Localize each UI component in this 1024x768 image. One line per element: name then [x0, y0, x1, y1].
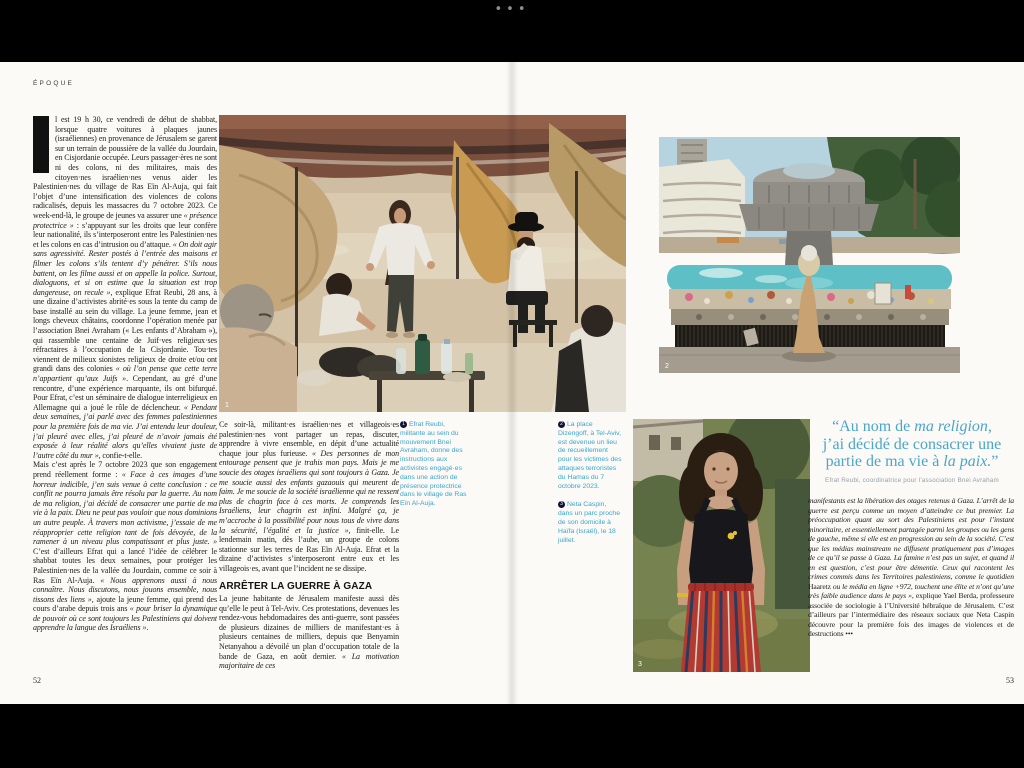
caption-number-badge: 1: [400, 421, 407, 428]
paragraph: Ce soir-là, militant·es israélien·nes et villageois·es palestinien·nes vont partager un repas, discuter, apprendre à vivre ensemble, en dépit d’une actualité chaque jour plus furieuse. « Des personnes de mon entourage pensent que je trahis mon pays. Mais je me soucie des otages israéliens qui sont toujours à Gaza. Je me soucie aussi des enfants gazaouis qui meurent de faim. Je me soucie de la société israélienne qui ne ressent plus de chagrin face à ces morts. Je comprends les Israéliens, leur chagrin est infini. Malgré ça, je m’accroche à la possibilité pour nous tous de vivre dans la sécurité, l’égalité et la justice », finit-elle. Le lendemain matin, dès l’aube, un groupe de colons stationne sur les terres de Ras Eïn Al-Auja. Efrat et la dizaine d’activistes s’interposeront entre eux et les villageois·es, avant que l’incident ne se dissipe.: [219, 420, 399, 573]
photo-caption-3: [558, 501, 622, 545]
photo-index-marker: 2: [665, 363, 669, 370]
photo-caption-1: [400, 421, 468, 509]
fountain-illustration: [659, 137, 960, 373]
article-column-2: [219, 420, 399, 671]
section-subhead: ARRÊTER LA GUERRE À GAZA: [219, 580, 373, 592]
caption-number-badge: 3: [558, 501, 565, 508]
paragraph: l est 19 h 30, ce vendredi de début de shabbat, lorsque quatre voitures à plaques jaunes (israéliennes) en provenance de Jérusalem se garent sur un terrain de poussière de la vallée du Jourdain, en Cisjordanie occupée. Leurs passager·ères ne sont ni des colons, ni des militaires, mais des citoyen·nes israélien·nes venus aider les Palestinien·nes du village de Ras Eïn Al-Auja, qui fait l’objet d’une intensification des violences de colons radicalisés, depuis les massacres du 7 octobre 2023. Ce week-end-là, le groupe de jeunes va assurer une « présence protectrice » : s’appuyant sur les droits que leur confère leur nationalité, ils s’interposeront entre les Palestinien·nes et les colons en cas d’intrusion ou d’attaque. « On doit agir sans agressivité. Rester postés à l’entrée des maisons et filmer les colons s’ils tentent d’y pénétrer. S’ils nous battent, on les filme aussi et on appelle la police. Surtout, dialoguons, et si on estime que la situation est trop dangereuse, on recule », explique Efrat Reubi, 28 ans, à une dizaine d’activistes abrité·es sous la tente du camp de base installé au sein du village. La jeune femme, jean et longs cheveux châtains, coordonne l’opération menée par l’association Bnei Avraham (« Les enfants d’Abraham »), qui rassemble une centaine de Juif·ves religieux·ses réfractaires à l’occupation de la Cisjordanie. Tou·tes viennent de milieux sionistes religieux de droite et/ou ont grandi dans des colonies « où l’on pense que cette terre n’appartient qu’aux Juifs ». Cependant, au gré d’une rencontre, d’une expérience marquante, ils ont bifurqué. Pour Efrat, c’est un séminaire de dialogue interreligieux en Allemagne qui a joué le rôle de déclencheur. « Pendant deux semaines, j’ai parlé avec des femmes palestiniennes pour la première fois de ma vie. J’ai entendu leur douleur, j’ai pleuré avec elles, j’ai pleuré de n’avoir jamais été exposée à leur réalité alors qu’elles vivaient juste de l’autre côté du mur », confie-t-elle.: [33, 115, 217, 460]
paragraph: La jeune habitante de Jérusalem manifeste aussi dès qu’elle le peut à Tel-Aviv. Ces protestations, devenues les rendez-vous hebdomadaires des anti-guerre, sont passées de plusieurs dizaines de milliers de manifestant·es à plusieurs centaines de milliers, depuis que Benyamin Netanyahou a dévoilé un plan d’occupation totale de la bande de Gaza, en août dernier. « La motivation majoritaire de ces: [219, 594, 399, 671]
pull-quote-line: “Au nom de ma religion,: [832, 418, 992, 435]
section-kicker: ÉPOQUE: [33, 80, 75, 87]
photo-neta-caspin: [633, 419, 810, 672]
photo-dizengoff-fountain: [659, 137, 960, 373]
caption-column-b: [558, 421, 622, 555]
pull-quote-line: partie de ma vie à la paix.”: [825, 453, 999, 471]
photo-index-marker: 1: [225, 402, 229, 409]
paragraph: manifestants est la libération des otages retenus à Gaza. L’arrêt de la guerre est perçu comme un moyen d’atteindre ce but premier. La préoccupation quant au sort des Palestiniens est pour l’instant minoritaire, et essentiellement partagée parmi les groupes ou les gens de gauche, même si elle est en progression au sein de la société. C’est que les médias mainstream ne diffusent pratiquement pas d’images de ce qu’il se passe à Gaza. La famine n’est pas un sujet, et quand il en est question, c’est pour être démentie. Ceux qui racontent les crimes commis dans les Territoires palestiniens, comme le quotidien Haaretz ou le média en ligne +972, touchent une élite et n’ont qu’une très faible audience dans le pays », explique Yael Berda, professeure associée de sociologie à l’Université hébraïque de Jérusalem. C’est d’ailleurs par l’intermédiaire des réseaux sociaux que Neta Caspin découvre pour la première fois des images de violences et de destructions •••: [808, 496, 1014, 638]
caption-text: Efrat Reubi, militante au sein du mouvement Bnei Avraham, donne des instructions aux activistes engagé·es dans une action de présence protectrice dans le village de Ras Eïn Al-Auja.: [400, 421, 467, 508]
paragraph: Mais c’est après le 7 octobre 2023 que son engagement prend réellement forme : « Face à ces images d’une horreur indicible, j’en suis venue à cette conclusion : ce conflit ne pourra jamais être résolu par la guerre. Au nom de ma religion, j’ai décidé de consacrer une partie de ma vie à la paix. Dieu ne peut pas vouloir que nous dominions un autre peuple. À travers mon activisme, j’essaie de me réapproprier cette religion tant de fois dévoyée, de la ramener à un niveau plus compatissant et plus juste. » C’est d’ailleurs Efrat qui a lancé l’idée de célébrer le shabbat toutes les deux semaines, pour protéger les Palestinien·nes de la vallée du Jourdain, comme ce soir à Ras Eïn Al-Auja. « Nous apprenons aussi à nous connaître. Nous discutons, nous jouons ensemble, nous tissons des liens », ajoute la jeune femme, qui prend des cours d’arabe depuis trois ans « pour briser la dynamique de pouvoir où ce sont toujours les Palestiniens qui doivent apprendre la langue des Israéliens ».: [33, 460, 217, 633]
menu-dots-button[interactable]: •••: [494, 2, 530, 17]
photo-index-marker: 3: [638, 661, 642, 668]
photo-caption-2: [558, 421, 622, 491]
dropcap: [33, 116, 49, 173]
article-column-right: [808, 496, 1014, 639]
pull-quote-attribution: Efrat Reubi, coordinatrice pour l’association Bnei Avraham: [825, 476, 999, 484]
portrait-illustration: [633, 419, 810, 672]
article-column-1: [33, 115, 217, 633]
pull-quote-line: j’ai décidé de consacrer une: [822, 435, 1002, 453]
caption-text: La place Dizengoff, à Tel-Aviv, est devenue un lieu de recueillement pour les victimes des attaques terroristes du Hamas du 7 octobre 2023.: [558, 421, 622, 490]
caption-text: Neta Caspin, dans un parc proche de son domicile à Haïfa (Israël), le 18 juillet.: [558, 501, 620, 544]
caption-column-a: [400, 421, 468, 519]
photo-tent-scene: [219, 115, 626, 412]
tent-scene-illustration: [219, 115, 626, 412]
magazine-spread: [0, 62, 1024, 704]
page-number-right: 53: [1006, 676, 1014, 685]
page-fold-line: [506, 62, 518, 704]
caption-number-badge: 2: [558, 421, 565, 428]
page-number-left: 52: [33, 676, 41, 685]
pull-quote: [810, 418, 1014, 484]
